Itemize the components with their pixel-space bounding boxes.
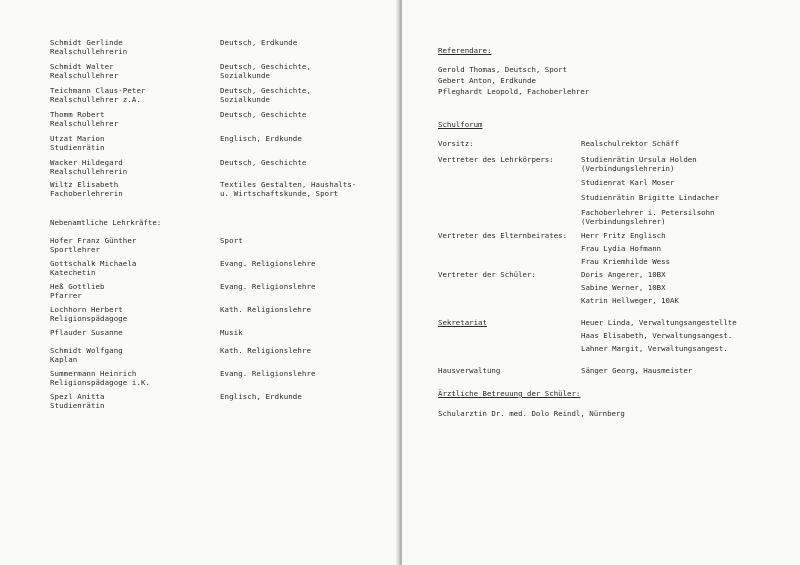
staff-subjects xyxy=(220,282,316,291)
staff-subject-line: Evang. Religionslehre xyxy=(220,259,316,268)
staff-subjects xyxy=(220,259,316,268)
staff-subject-line: Sport xyxy=(220,236,243,245)
staff-name xyxy=(50,38,127,57)
staff-name-line: Schmidt Walter xyxy=(50,62,114,71)
staff-name-line: Religionspädagoge i.K. xyxy=(50,378,151,388)
staff-subject-line: Deutsch, Geschichte, xyxy=(220,62,311,71)
staff-name xyxy=(50,180,123,199)
staff-name-line: Teichmann Claus-Peter xyxy=(50,86,146,95)
staff-subject-line: Deutsch, Erdkunde xyxy=(220,38,298,47)
staff-name xyxy=(50,110,118,129)
staff-name-line: Realschullehrerin xyxy=(50,167,128,177)
staff-name-line: Schmidt Wolfgang xyxy=(50,346,123,355)
staff-name-line: Gottschalk Michaela xyxy=(50,259,137,268)
part-time-heading: Nebenamtliche Lehrkräfte: xyxy=(50,218,162,227)
staff-name-line: Realschullehrer xyxy=(50,119,119,129)
staff-name-line: Religionspädagoge xyxy=(50,314,128,324)
staff-name-line: Wiltz Elisabeth xyxy=(50,180,119,189)
staff-subjects xyxy=(220,180,357,199)
staff-name-line: Realschullehrer xyxy=(50,71,119,81)
staff-name-line: Spezl Anitta xyxy=(50,392,105,401)
schulforum-heading: Schulforum xyxy=(438,120,483,129)
staff-subject-line: Deutsch, Geschichte xyxy=(220,158,307,167)
staff-subjects xyxy=(220,134,302,143)
referendare-heading: Referendare: xyxy=(438,46,492,55)
staff-name xyxy=(50,392,105,411)
staff-name xyxy=(50,86,146,105)
aerztliche-heading: Ärztliche Betreuung der Schüler: xyxy=(438,389,581,398)
staff-name-line: Hofer Franz Günther xyxy=(50,236,137,245)
staff-name-line: Schmidt Gerlinde xyxy=(50,38,123,47)
staff-subjects xyxy=(220,305,311,314)
staff-subjects xyxy=(220,369,316,378)
staff-subject-line: Evang. Religionslehre xyxy=(220,369,316,378)
staff-name-line: Summermann Heinrich xyxy=(50,369,137,378)
staff-name xyxy=(50,369,150,388)
staff-subject-line: Deutsch, Geschichte xyxy=(220,110,307,119)
staff-name xyxy=(50,134,105,153)
staff-subject-line: Kath. Religionslehre xyxy=(220,346,311,355)
staff-subject-line: Evang. Religionslehre xyxy=(220,282,316,291)
staff-name xyxy=(50,62,118,81)
staff-name-line: Realschullehrerin xyxy=(50,47,128,57)
staff-subject-line: Musik xyxy=(220,328,243,337)
staff-subjects xyxy=(220,86,311,105)
staff-subject-line: Englisch, Erdkunde xyxy=(220,392,302,401)
staff-subjects xyxy=(220,392,302,401)
staff-name-line: Pflauder Susanne xyxy=(50,328,123,337)
staff-name xyxy=(50,328,123,337)
staff-subject-line: Kath. Religionslehre xyxy=(220,305,311,314)
staff-name-line: Wacker Hildegard xyxy=(50,158,123,167)
staff-subject-line: Englisch, Erdkunde xyxy=(220,134,302,143)
staff-subject-line: Sozialkunde xyxy=(220,71,271,81)
staff-subjects xyxy=(220,62,311,81)
staff-name xyxy=(50,259,136,278)
staff-subject-line: Sozialkunde xyxy=(220,95,271,105)
staff-subject-line: Textiles Gestalten, Haushalts- xyxy=(220,180,357,189)
staff-name xyxy=(50,305,127,324)
staff-subjects xyxy=(220,110,306,119)
right-page: Referendare: Gerold Thomas, Deutsch, Sport Gebert Anton, Erdkunde Pfleghardt Leopold, Fachoberlehrer Schulforum Vorsitz: Realschulrektor Schäff Vertreter des Lehrkörpers: Studienrätin Ursula Holden (Verbindungslehrerin) Studienrat Karl Moser Studienrätin Brigitte Lindacher Fachoberlehrer i. Petersilsohn (Verbindungslehrer) Vertreter des Elternbeirates: Herr Fritz Englisch Frau Lydia Hofmann Frau Kriemhilde Wess Vertreter der Schüler: Doris Angerer, 10BX Sabine Werner, 10BX Katrin Hellweger, 10AK Sekretariat Heuer Linda, Verwaltungsangestellte Haas Elisabeth, Verwaltungsangest. Lahner Margit, Verwaltungsangest. Hausverwaltung Sänger Georg, Hausmeister Ärztliche Betreuung der Schüler: Schularztin Dr. med. Dolo Reindl, Nürnberg xyxy=(402,0,800,565)
staff-name xyxy=(50,236,136,255)
staff-name-line: Pfarrer xyxy=(50,291,82,301)
staff-name-line: Fachoberlehrerin xyxy=(50,189,123,199)
staff-name-line: Sportlehrer xyxy=(50,245,101,255)
staff-subjects xyxy=(220,38,297,47)
staff-name-line: Thomm Robert xyxy=(50,110,105,119)
staff-subjects xyxy=(220,346,311,355)
staff-subjects xyxy=(220,328,243,337)
staff-name-line: Studienrätin xyxy=(50,143,105,153)
staff-name-line: Katechetin xyxy=(50,268,96,278)
staff-name-line: Kaplan xyxy=(50,355,78,365)
staff-subjects xyxy=(220,236,243,245)
staff-name-line: Lochhorn Herbert xyxy=(50,305,123,314)
staff-subjects xyxy=(220,158,306,167)
staff-name-line: Utzat Marion xyxy=(50,134,105,143)
staff-name-line: Studienrätin xyxy=(50,401,105,411)
staff-name xyxy=(50,158,127,177)
staff-subject-line: Deutsch, Geschichte, xyxy=(220,86,311,95)
staff-name-line: Realschullehrer z.A. xyxy=(50,95,141,105)
staff-name-line: Heß Gottlieb xyxy=(50,282,105,291)
staff-name xyxy=(50,282,105,301)
staff-subject-line: u. Wirtschaftskunde, Sport xyxy=(220,189,339,199)
staff-name xyxy=(50,346,123,365)
